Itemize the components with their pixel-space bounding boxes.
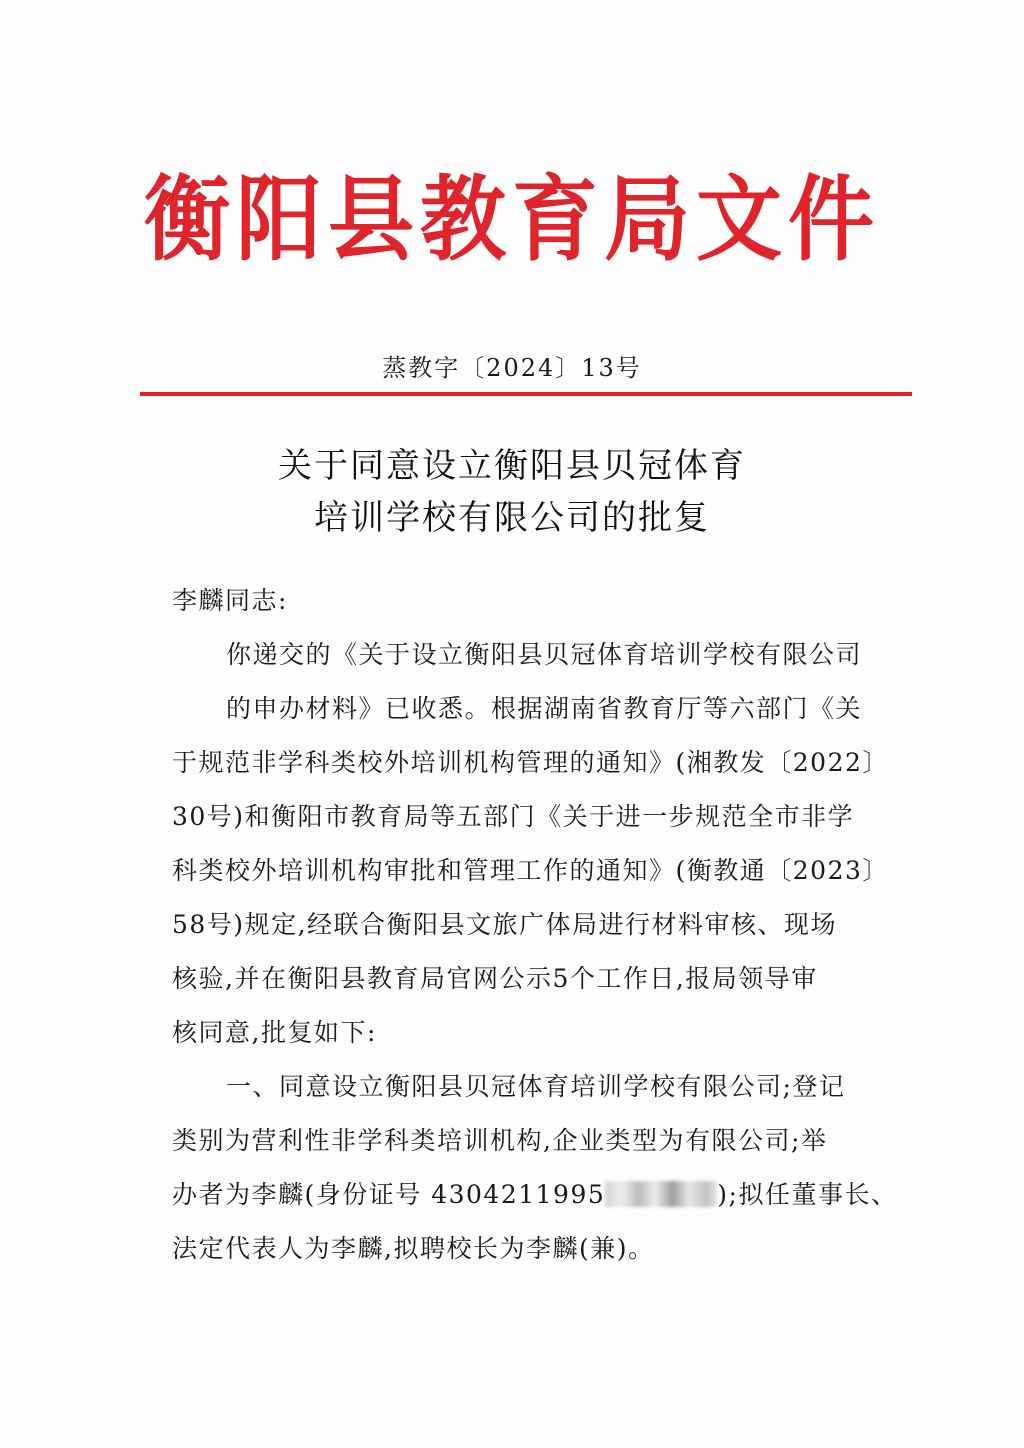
body-line: 核验,并在衡阳县教育局官网公示5个工作日,报局领导审 xyxy=(172,964,818,993)
body-line: 类别为营利性非学科类培训机构,企业类型为有限公司;举 xyxy=(172,1126,828,1155)
body-line-id xyxy=(172,1168,898,1222)
body-line: 核同意,批复如下: xyxy=(172,1018,377,1047)
title-line-2: 培训学校有限公司的批复 xyxy=(314,498,710,538)
body-line: 30号)和衡阳市教育局等五部门《关于进一步规范全市非学 xyxy=(172,802,855,831)
document-body xyxy=(172,574,898,1276)
body-line: 科类校外培训机构审批和管理工作的通知》(衡教通〔2023〕 xyxy=(172,856,889,885)
document-title xyxy=(0,440,1024,544)
body-line: 一、同意设立衡阳县贝冠体育培训学校有限公司;登记 xyxy=(226,1072,846,1101)
red-divider-line xyxy=(140,392,912,396)
id-line-suffix: );拟任董事长、 xyxy=(717,1180,898,1209)
redacted-id-digits xyxy=(605,1181,717,1207)
document-number: 蒸教字〔2024〕13号 xyxy=(382,354,642,382)
body-line: 于规范非学科类校外培训机构管理的通知》(湘教发〔2022〕 xyxy=(172,748,889,777)
salutation: 李麟同志: xyxy=(172,586,288,615)
body-line: 的申办材料》已收悉。根据湖南省教育厅等六部门《关 xyxy=(226,694,863,723)
body-line: 58号)规定,经联合衡阳县文旅广体局进行材料审核、现场 xyxy=(172,910,838,939)
body-line: 法定代表人为李麟,拟聘校长为李麟(兼)。 xyxy=(172,1234,655,1263)
masthead-title: 衡阳县教育局文件 xyxy=(144,164,880,274)
title-line-1: 关于同意设立衡阳县贝冠体育 xyxy=(278,446,746,486)
id-line-prefix: 办者为李麟(身份证号 4304211995 xyxy=(172,1180,606,1209)
body-line: 你递交的《关于设立衡阳县贝冠体育培训学校有限公司 xyxy=(226,640,863,669)
